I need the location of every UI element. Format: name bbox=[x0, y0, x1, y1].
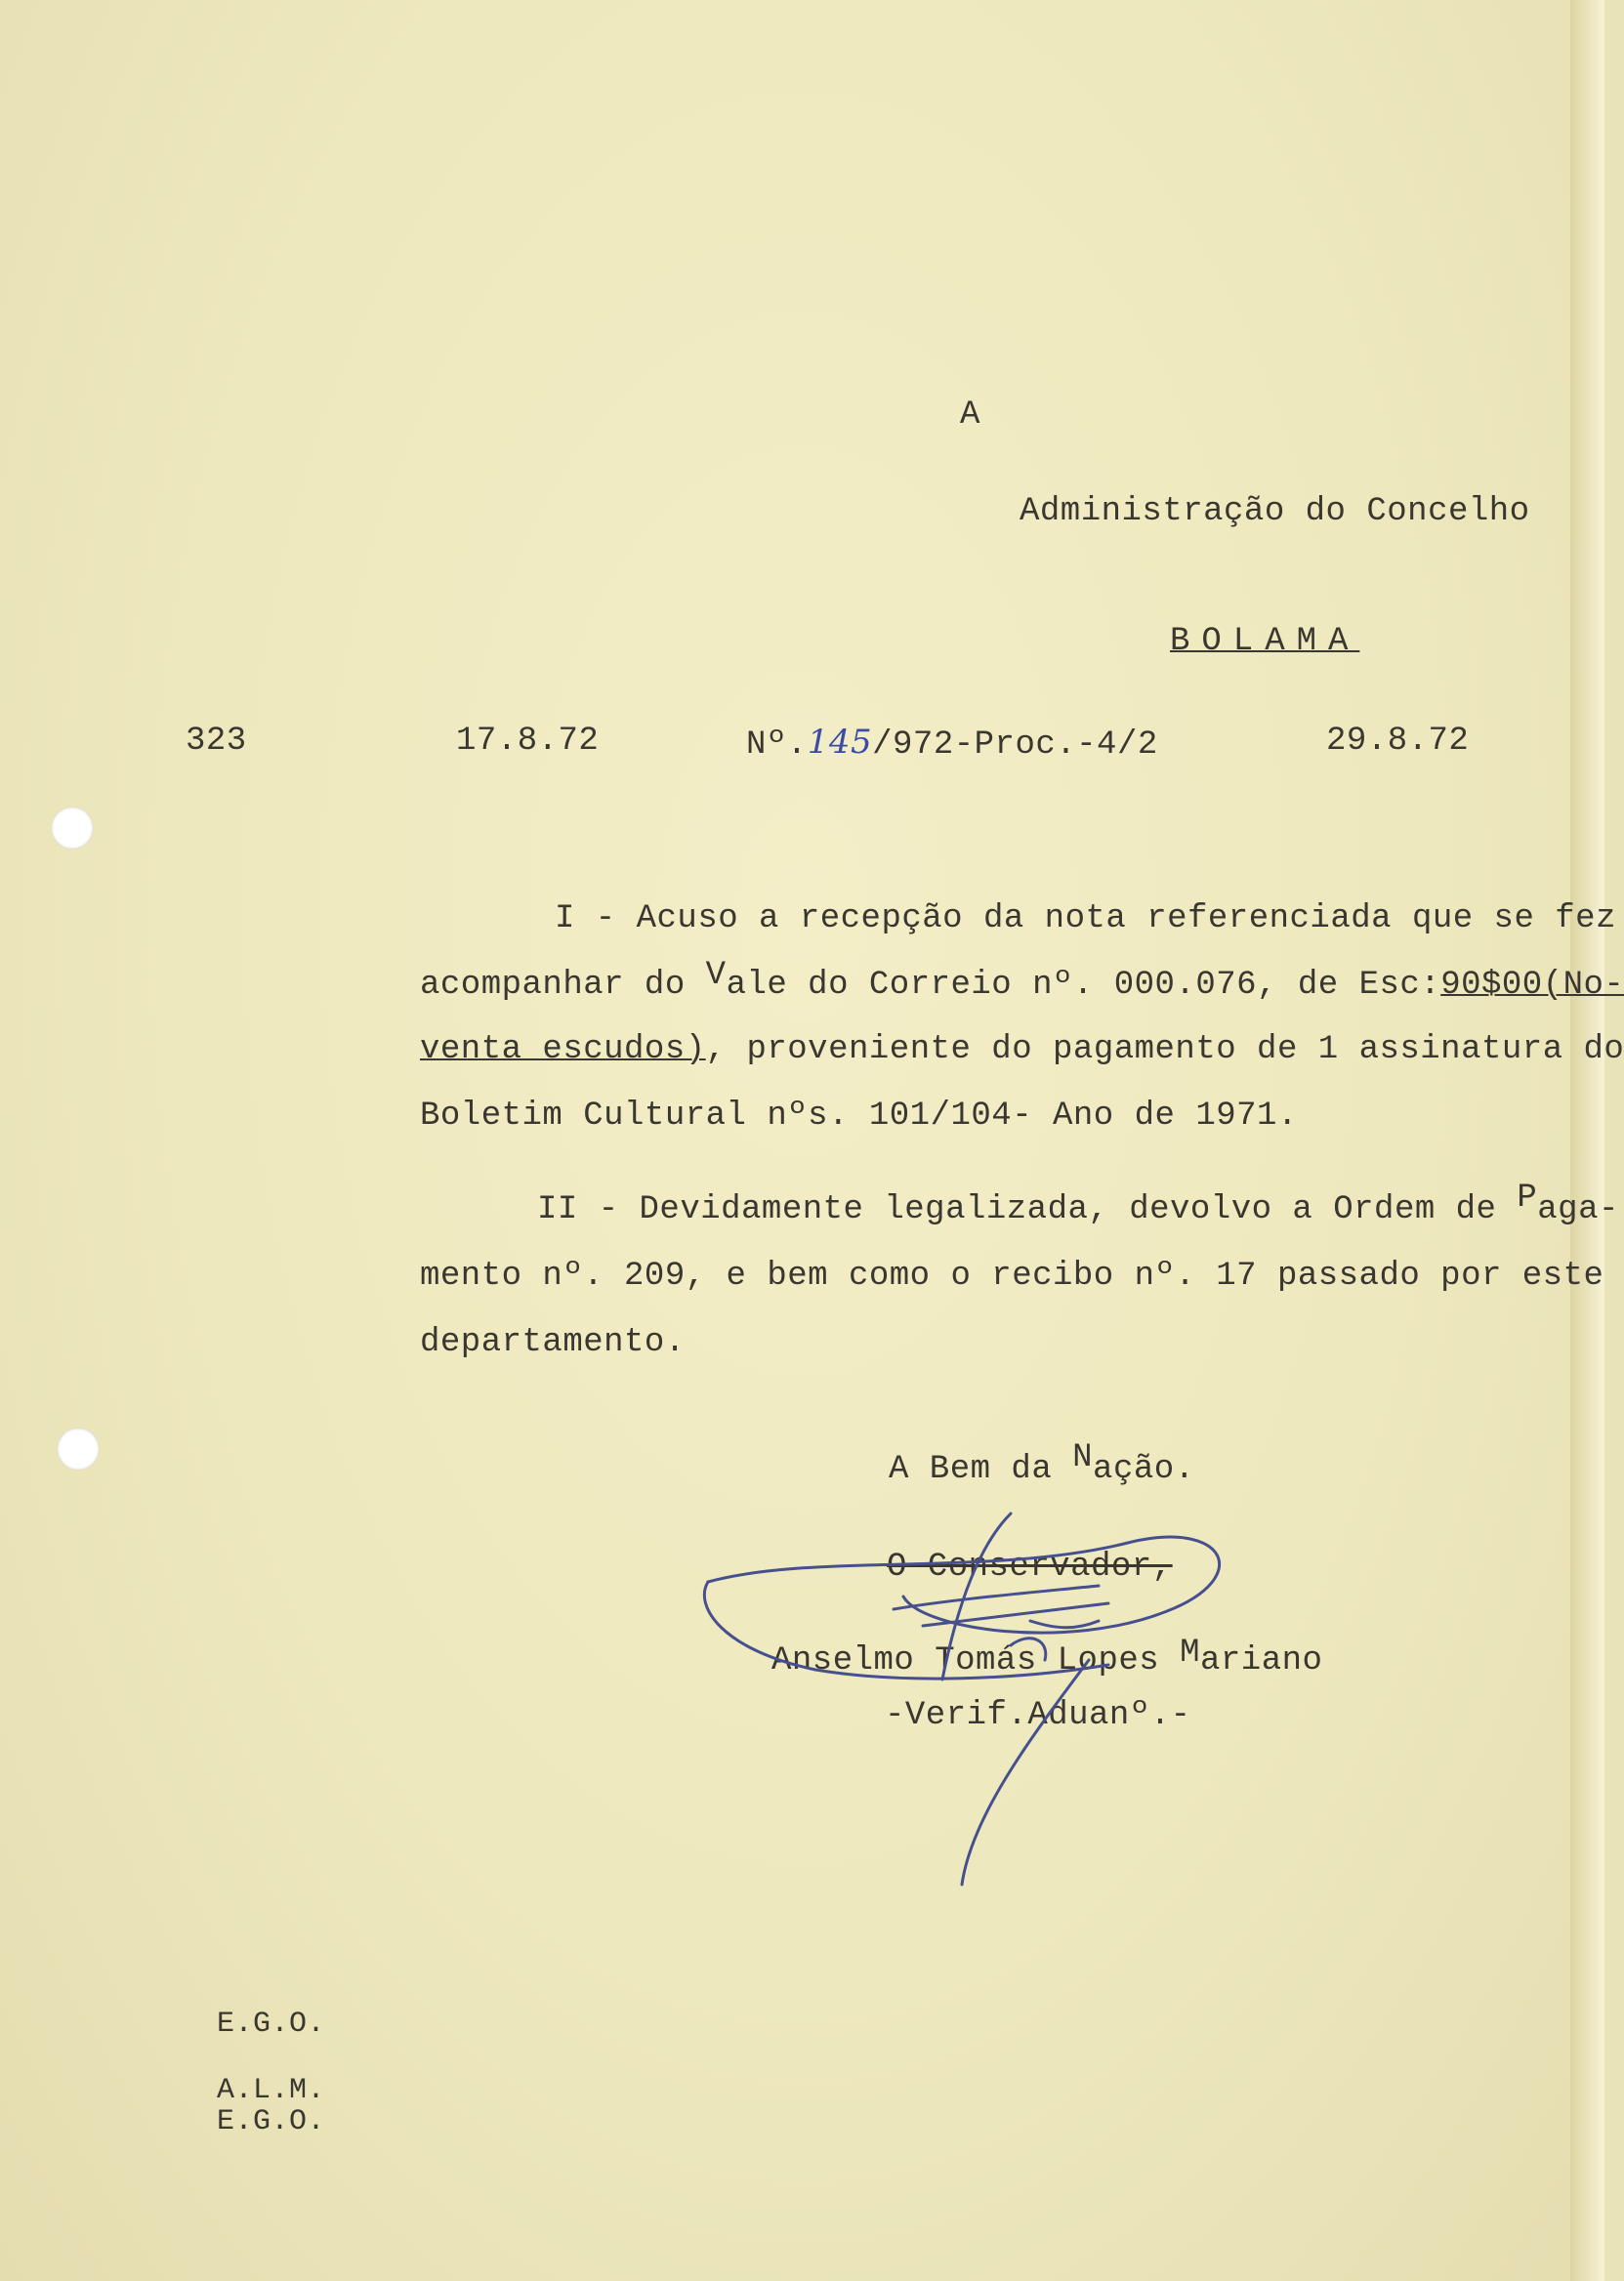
signatory-name: Anselmo Tomás Lopes Mariano bbox=[771, 1635, 1323, 1680]
reference-suffix: /972-Proc.-4/2 bbox=[872, 726, 1158, 764]
signatory-role: -Verif.Aduanº.- bbox=[885, 1697, 1191, 1734]
reference-number: 323 bbox=[186, 723, 247, 760]
paragraph-2-line-3: departamento. bbox=[420, 1324, 686, 1361]
initials-1: E.G.O. bbox=[217, 2008, 326, 2041]
addressee-place: BOLAMA bbox=[1170, 623, 1360, 660]
addressee: Administração do Concelho bbox=[1020, 493, 1530, 530]
paragraph-2-line-1: II - Devidamente legalizada, devolvo a Ordem de Paga- bbox=[537, 1180, 1619, 1228]
initials-2: A.L.M. bbox=[217, 2074, 326, 2107]
amount-words-underlined: venta escudos) bbox=[420, 1031, 706, 1068]
reference-prefix: Nº. bbox=[746, 726, 808, 764]
superscript-n: N bbox=[1072, 1439, 1094, 1476]
paragraph-1-line-3: venta escudos), proveniente do pagamento de 1 assinatura do bbox=[420, 1031, 1624, 1068]
paper-edge bbox=[1570, 0, 1604, 2281]
reference-code bbox=[746, 723, 1158, 764]
closing-title: O Conservador, bbox=[887, 1549, 1173, 1586]
amount-underlined: 90$00(No- bbox=[1440, 967, 1624, 1004]
superscript-m: M bbox=[1180, 1635, 1200, 1672]
superscript-p: P bbox=[1517, 1180, 1538, 1217]
paragraph-1-line-4: Boletim Cultural nºs. 101/104- Ano de 1971. bbox=[420, 1098, 1298, 1135]
punch-hole-top bbox=[51, 807, 94, 850]
paragraph-1-line-2: acompanhar do Vale do Correio nº. 000.076, de Esc:90$00(No- bbox=[420, 957, 1624, 1004]
reference-date-received: 17.8.72 bbox=[456, 723, 600, 760]
reference-handwritten-number: 145 bbox=[807, 723, 873, 762]
handwritten-signature bbox=[698, 1484, 1245, 1894]
initials-3: E.G.O. bbox=[217, 2105, 326, 2138]
closing-greeting: A Bem da Nação. bbox=[889, 1439, 1195, 1488]
reference-date: 29.8.72 bbox=[1326, 723, 1470, 760]
addressee-prefix: A bbox=[960, 396, 980, 434]
paragraph-2-line-2: mento nº. 209, e bem como o recibo nº. 17 passado por este bbox=[420, 1258, 1604, 1295]
paragraph-1-line-1: I - Acuso a recepção da nota referenciada que se fez bbox=[555, 900, 1616, 937]
punch-hole-bottom bbox=[57, 1428, 100, 1471]
signature-strokes bbox=[704, 1514, 1219, 1885]
superscript-v: V bbox=[705, 957, 727, 994]
